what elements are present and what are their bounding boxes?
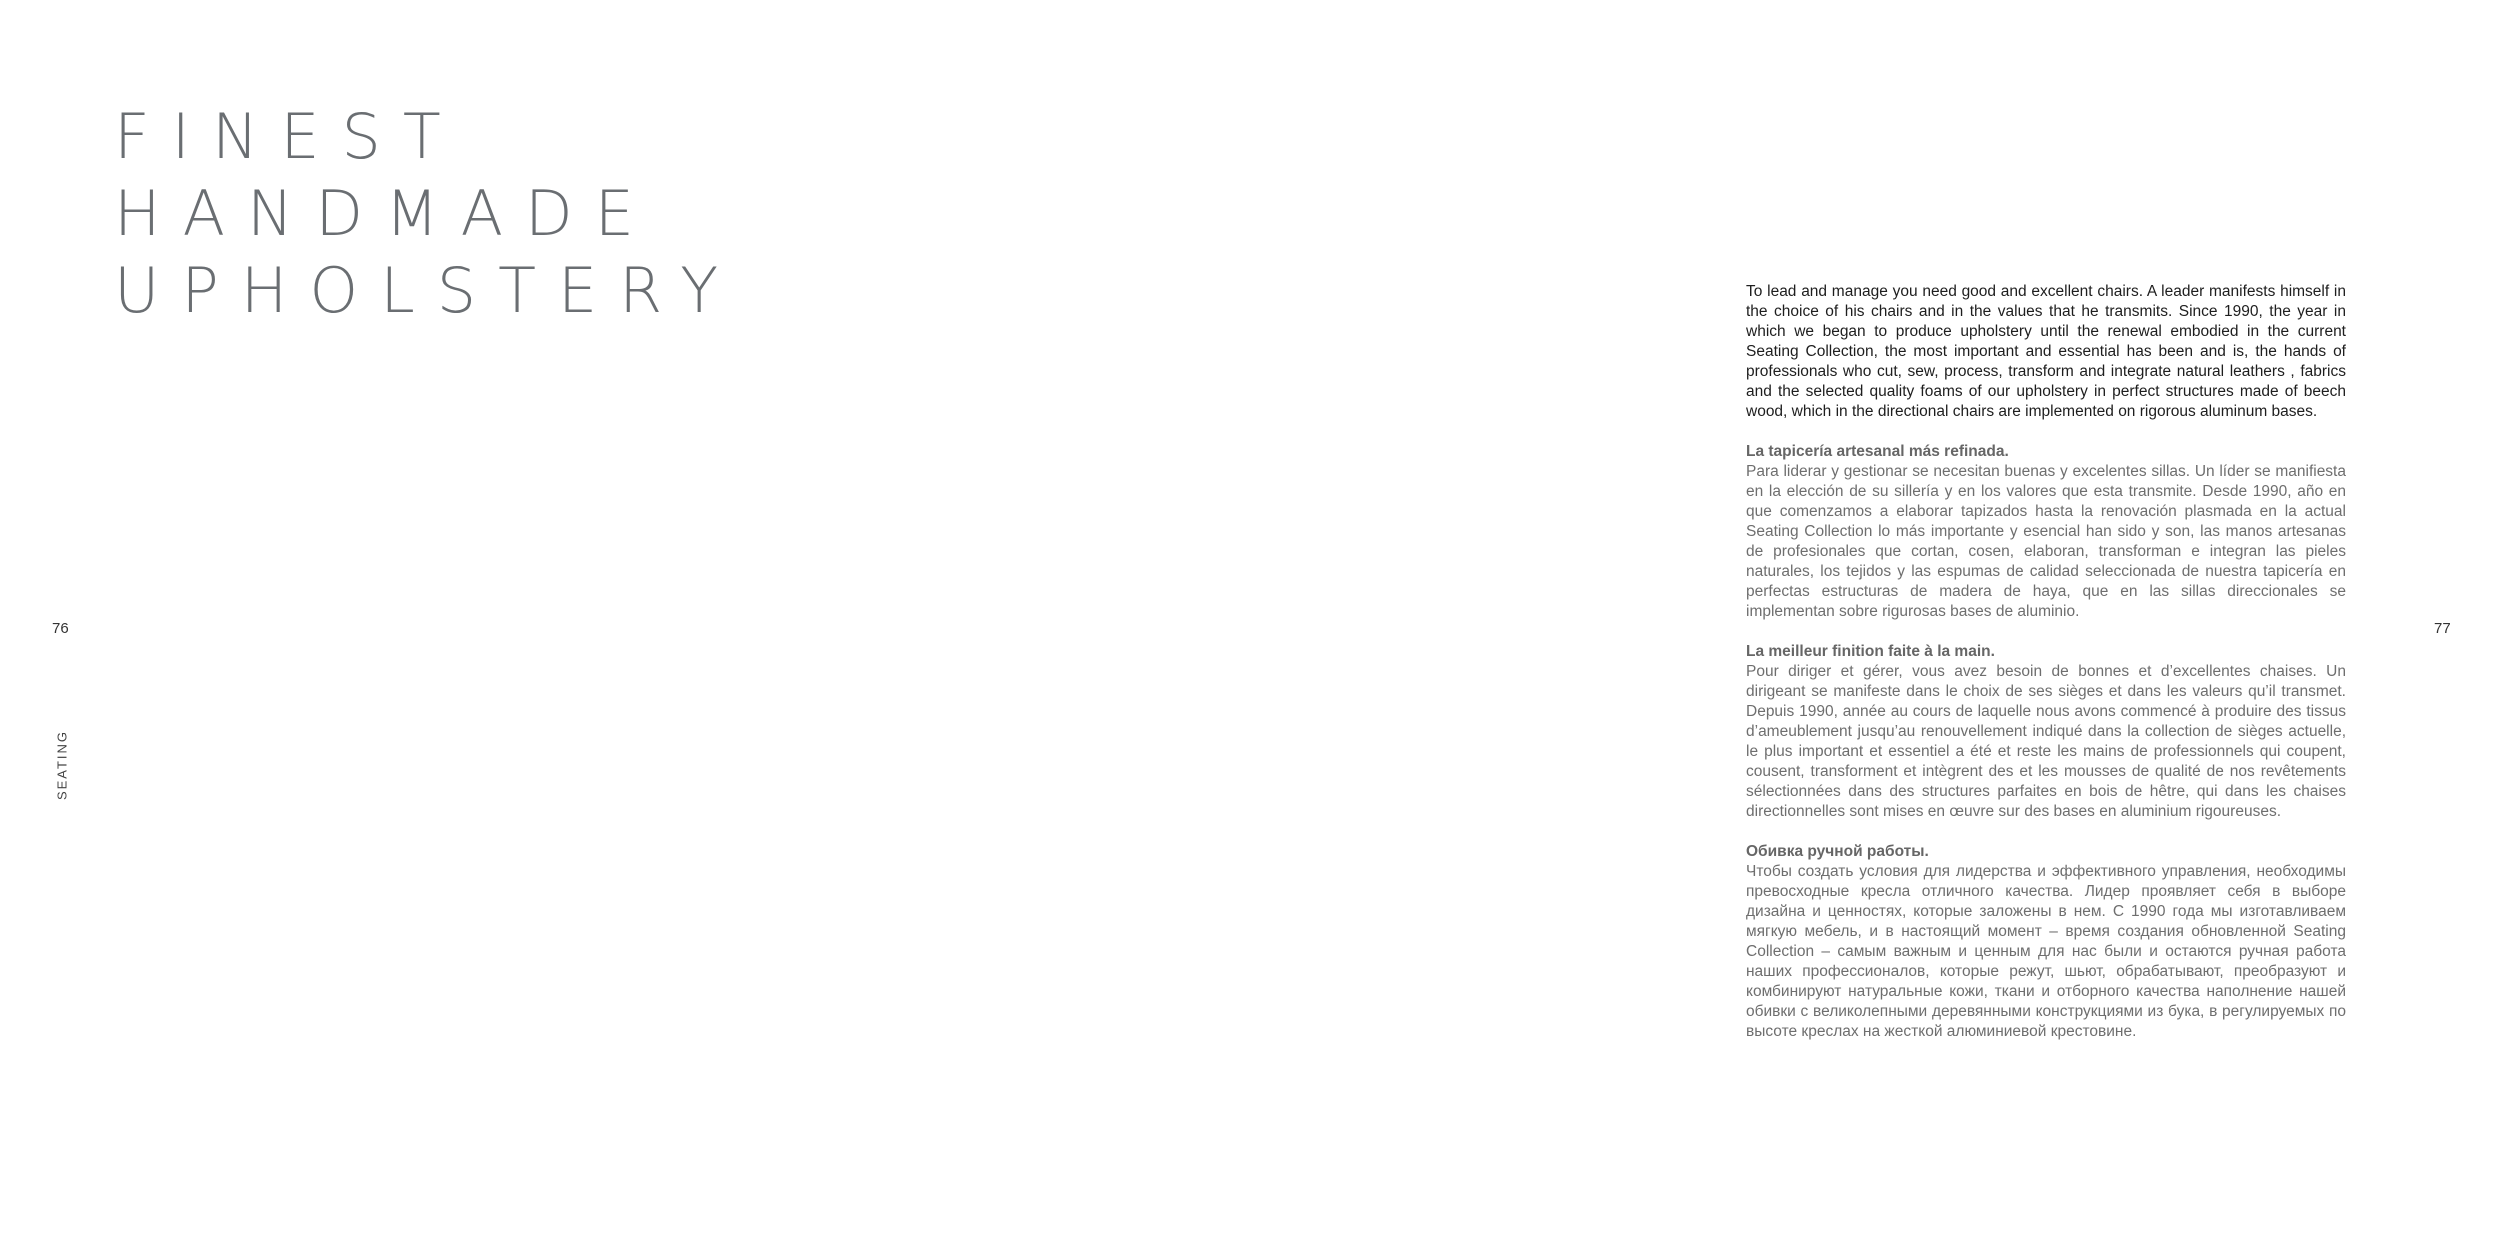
paragraph-heading-spanish: La tapicería artesanal más refinada.	[1746, 443, 2009, 460]
paragraph-english: To lead and manage you need good and excellent chairs. A leader manifests himself in the choice of his chairs and in the values that he transmits. Since 1990, the year in which we began to produce upholstery until the renewal embodied in the current Seating Collection, the most important and essential has been and is, the hands of professionals who cut, sew, process, transform and integrate natural leathers , fabrics and the selected quality foams of our upholstery in perfect structures made of beech wood, which in the directional chairs are implemented on rigorous aluminum bases.	[1746, 283, 2346, 420]
paragraph-heading-french: La meilleur finition faite à la main.	[1746, 643, 1995, 660]
section-label: SEATING	[54, 729, 70, 801]
page-number-right: 77	[2434, 620, 2451, 637]
paragraph-russian	[1746, 842, 2346, 1042]
paragraph-body-spanish: Para liderar y gestionar se necesitan buenas y excelentes sillas. Un líder se manifiesta en la elección de su sillería y en los valores que esta transmite. Desde 1990, año en que comenzamos a elaborar tapizados hasta la renovación plasmada en la actual Seating Collection lo más importante y esencial han sido y son, las manos artesanas de profesionales que cortan, cosen, elaboran, transforman e integran las pieles naturales, los tejidos y las espumas de calidad seleccionada de nuestra tapicería en perfectas estructuras de madera de haya, que en las sillas direccionales se implementan sobre rigurosas bases de aluminio.	[1746, 463, 2346, 620]
paragraph-body-french: Pour diriger et gérer, vous avez besoin de bonnes et d’excellentes chaises. Un dirigeant se manifeste dans le choix de ses sièges et dans les valeurs qu’il transmet. Depuis 1990, année au cours de laquelle nous avons commencé à produire des tissus d’ameublement jusqu’au renouvellement indiqué dans la collection de sièges actuelle, le plus important et essentiel a été et reste les mains de professionnels qui coupent, cousent, transforment et intègrent des et les mousses de qualité de nos revêtements sélectionnées dans des structures parfaites en bois de hêtre, qui dans les chaises directionnelles sont mises en œuvre sur des bases en aluminium rigoureuses.	[1746, 663, 2346, 820]
headline-line-finest: FINEST	[114, 100, 463, 173]
headline-line-upholstery: UPHOLSTERY	[114, 254, 741, 327]
paragraph-spanish	[1746, 442, 2346, 622]
headline-line-handmade: HANDMADE	[114, 177, 656, 250]
paragraph-french	[1746, 642, 2346, 822]
paragraph-heading-russian: Обивка ручной работы.	[1746, 843, 1929, 860]
page-number-left: 76	[52, 620, 69, 637]
paragraph-body-russian: Чтобы создать условия для лидерства и эффективного управления, необходимы превосходные кресла отличного качества. Лидер проявляет себя в выборе дизайна и ценностях, которые заложены в нем. С 1990 года мы изготавливаем мягкую мебель, и в настоящий момент – время создания обновленной Seating Collection – самым важным и ценным для нас были и остаются ручная работа наших профессионалов, которые режут, шьют, обрабатывают, преобразуют и комбинируют натуральные кожи, ткани и отборного качества наполнение нашей обивки с великолепными деревянными конструкциями из бука, в регулируемых по высоте креслах на жесткой алюминиевой крестовине.	[1746, 863, 2346, 1040]
body-text-column	[1746, 282, 2346, 1062]
page-headline	[114, 98, 740, 329]
